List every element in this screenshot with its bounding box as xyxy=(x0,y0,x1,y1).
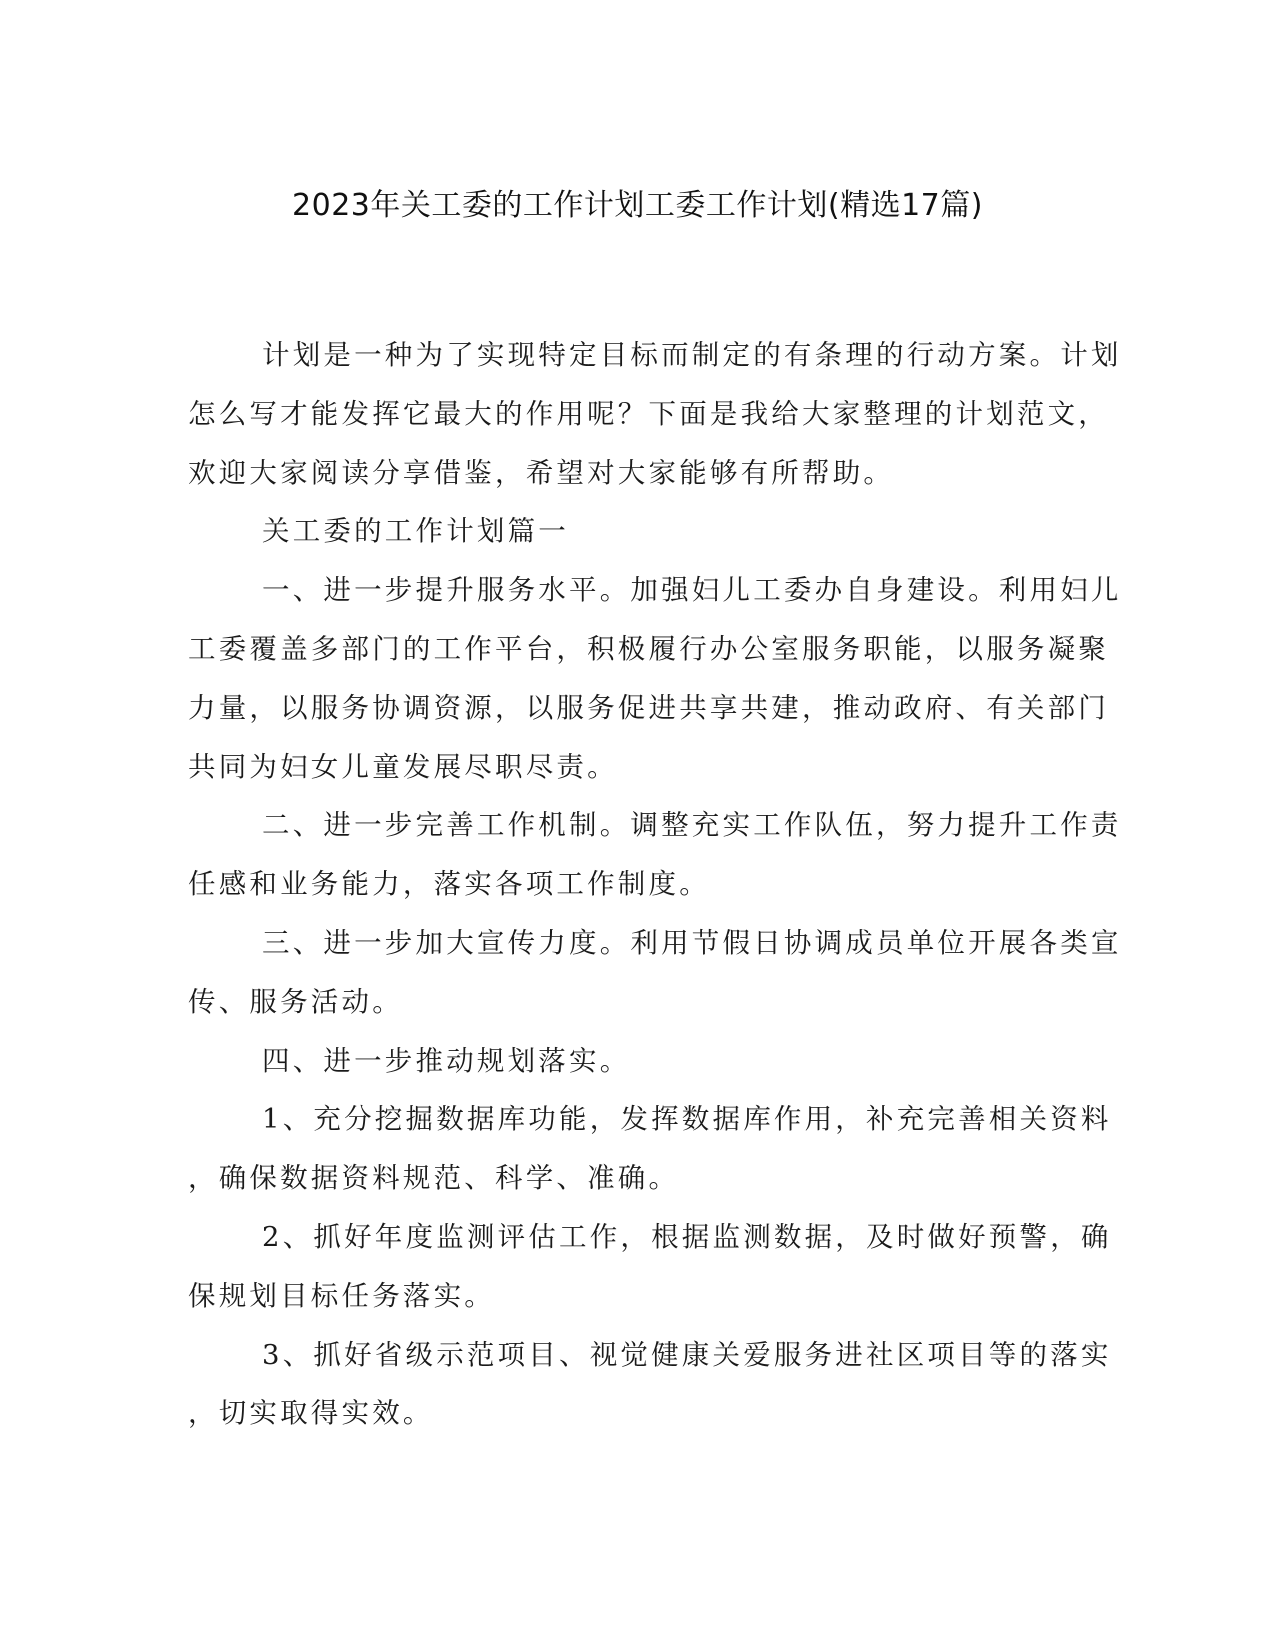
paragraph-intro xyxy=(188,326,1122,502)
text-line: 1、充分挖掘数据库功能，发挥数据库作用，补充完善相关资料 xyxy=(262,1103,1112,1136)
text-line: 任感和业务能力，落实各项工作制度。 xyxy=(188,868,710,901)
paragraph-item-2 xyxy=(188,796,1122,914)
text-line: 计划是一种为了实现特定目标而制定的有条理的行动方案。计划 xyxy=(262,339,1122,371)
paragraph-subitem-2 xyxy=(188,1208,1112,1326)
text-line: 关工委的工作计划篇一 xyxy=(262,515,569,548)
paragraph-subitem-3 xyxy=(188,1326,1112,1444)
text-line: ，确保数据资料规范、科学、准确。 xyxy=(188,1162,680,1195)
text-line: 2、抓好年度监测评估工作，根据监测数据，及时做好预警，确 xyxy=(262,1220,1112,1253)
paragraph-item-1 xyxy=(188,561,1122,796)
text-line: 3、抓好省级示范项目、视觉健康关爱服务进社区项目等的落实 xyxy=(262,1338,1112,1371)
text-line: 二、进一步完善工作机制。调整充实工作队伍，努力提升工作责 xyxy=(262,809,1122,842)
text-line: 保规划目标任务落实。 xyxy=(188,1279,495,1312)
document-title: 2023年关工委的工作计划工委工作计划(精选17篇) xyxy=(292,188,983,223)
text-line: 怎么写才能发挥它最大的作用呢？下面是我给大家整理的计划范文， xyxy=(188,397,1109,430)
text-line: ，切实取得实效。 xyxy=(188,1397,434,1430)
text-line: 欢迎大家阅读分享借鉴，希望对大家能够有所帮助。 xyxy=(188,456,895,489)
text-line: 工委覆盖多部门的工作平台，积极履行办公室服务职能，以服务凝聚 xyxy=(188,632,1109,665)
paragraph-subitem-1 xyxy=(188,1090,1112,1208)
paragraph-item-3 xyxy=(188,914,1122,1032)
text-line: 共同为妇女儿童发展尽职尽责。 xyxy=(188,750,618,783)
paragraph-item-4 xyxy=(188,1032,1088,1091)
text-line: 力量，以服务协调资源，以服务促进共享共建，推动政府、有关部门 xyxy=(188,691,1109,724)
text-line: 三、进一步加大宣传力度。利用节假日协调成员单位开展各类宣 xyxy=(262,926,1122,959)
document-body xyxy=(188,326,1122,1443)
text-line: 一、进一步提升服务水平。加强妇儿工委办自身建设。利用妇儿 xyxy=(262,574,1122,607)
text-line: 四、进一步推动规划落实。 xyxy=(262,1044,631,1077)
text-line: 传、服务活动。 xyxy=(188,985,403,1018)
section-heading xyxy=(188,502,1088,561)
